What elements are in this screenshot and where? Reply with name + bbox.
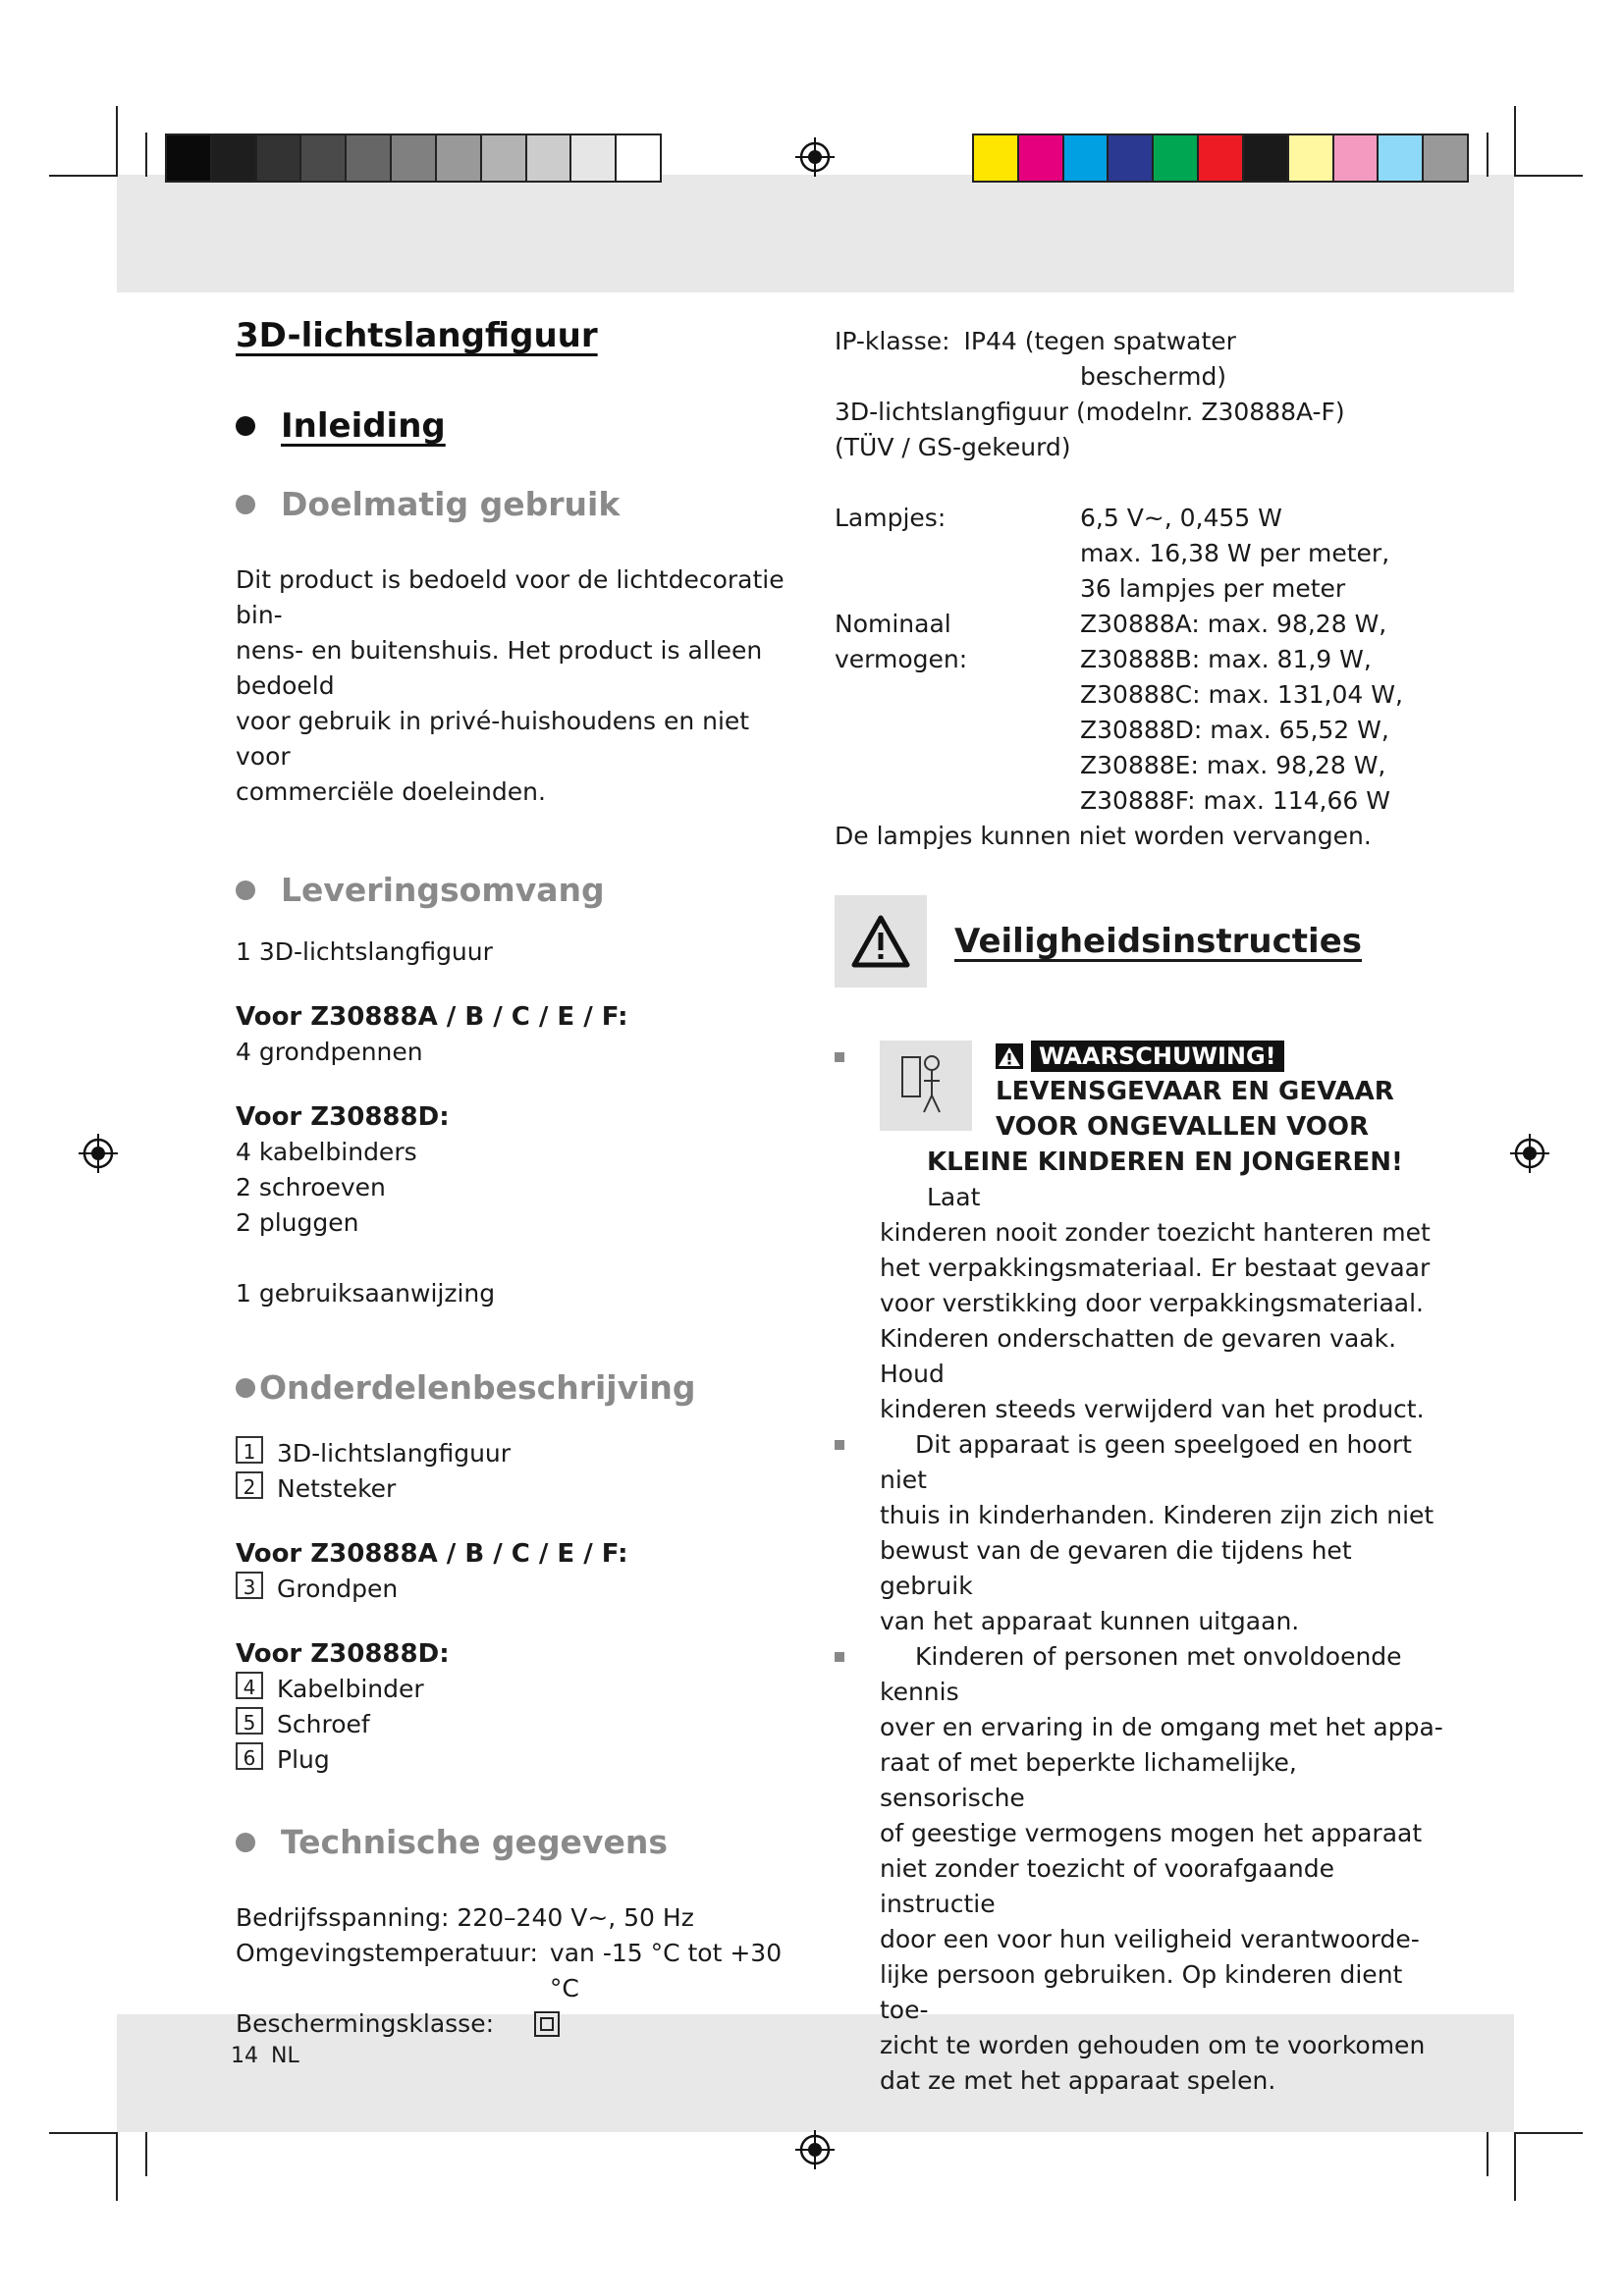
crop-mark (1487, 2132, 1489, 2176)
part-item: 3 Grondpen (236, 1572, 805, 1607)
handleiding: 1 gebruiksaanwijzing (236, 1279, 496, 1308)
warning-badge: WAARSCHUWING! (1031, 1041, 1284, 1072)
bullet-dot-icon (236, 1378, 255, 1398)
bullet-dot-icon (236, 495, 255, 514)
ip-row: IP-klasse: IP44 (tegen spatwater (835, 327, 1236, 355)
heading-technische: Technische gegevens (236, 1823, 805, 1861)
model-line: 3D-lichtslangfiguur (modelnr. Z30888A-F) (835, 398, 1345, 426)
crop-mark (1514, 175, 1583, 177)
heading-doelmatig: Doelmatig gebruik (236, 485, 805, 523)
color-swatch (571, 135, 617, 181)
lev-item: 1 3D-lichtslangfiguur (236, 937, 493, 966)
part-item: 5 Schroef (236, 1707, 805, 1742)
color-swatch (1379, 135, 1424, 181)
voor-a-heading: Voor Z30888A / B / C / E / F: (236, 1002, 628, 1032)
child-packaging-icon (880, 1041, 972, 1131)
color-swatch (167, 135, 212, 181)
bullet-dot-icon (236, 1833, 255, 1852)
heading-onderdelen: Onderdelenbeschrijving (236, 1368, 805, 1407)
heading-inleiding: Inleiding (236, 406, 805, 446)
registration-mark-icon (795, 137, 835, 177)
crop-mark (49, 2132, 118, 2134)
bullet-square-icon (835, 1440, 844, 1450)
color-swatch (1289, 135, 1334, 181)
color-swatch (1424, 135, 1467, 181)
warning-small-icon (996, 1043, 1023, 1069)
top-band (117, 175, 1514, 293)
color-swatch (347, 135, 392, 181)
crop-mark (49, 175, 118, 177)
color-swatch (1019, 135, 1064, 181)
heading-leveringsomvang: Leveringsomvang (236, 871, 805, 909)
voor-a-heading: Voor Z30888A / B / C / E / F: (236, 1539, 628, 1569)
ip-value-cont: beschermd) (1080, 362, 1227, 391)
veiligheid-heading: Veiligheidsinstructies (835, 895, 1443, 988)
warning-triangle-icon (835, 895, 927, 988)
bullet-dot-icon (236, 881, 255, 900)
vermogen-row: Nominaal vermogen: Z30888A: max. 98,28 W, Z30888B: max. 81,9 W, Z30888C: max. 131,04 W, Z30888D: max. 65,52 W, Z30888E: max. 98,28 W, Z30888F: max. 114,66 W (835, 610, 1403, 815)
crop-mark (1514, 2132, 1516, 2201)
spanning: Bedrijfsspanning: 220–240 V~, 50 Hz (236, 1903, 694, 1932)
doelmatig-text: Dit product is bedoeld voor de lichtdecoratie bin- nens- en buitenshuis. Het product is alleen bedoeld voor gebruik in privé-huishoudens en niet voor commerciële doeleinden. (236, 565, 785, 806)
left-column (236, 316, 805, 2042)
color-swatch (1109, 135, 1154, 181)
page-title: 3D-lichtslangfiguur (236, 316, 598, 355)
crop-mark (116, 2132, 118, 2201)
color-swatch (617, 135, 660, 181)
warning-block: WAARSCHUWING! LEVENSGEVAAR EN GEVAAR VOOR ONGEVALLEN VOOR KLEINE KINDEREN EN JONGEREN! Laat kinderen nooit zonder toezicht hanteren met het verpakkingsmateriaal. Er bestaat gevaar voor verstikking door verpakkingsmateriaal. Kinderen onderschatten de gevaren vaak. Houd kinderen steeds verwijderd van het product. (835, 1041, 1443, 1427)
tuv-line: (TÜV / GS-gekeurd) (835, 433, 1071, 461)
color-swatch (212, 135, 257, 181)
bullet-dot-icon (236, 416, 255, 436)
part-item: 6 Plug (236, 1742, 805, 1778)
color-swatch (1064, 135, 1110, 181)
crop-mark (1514, 2132, 1583, 2134)
registration-mark-icon (79, 1134, 118, 1173)
page-footer (231, 2044, 299, 2068)
protection-class-ii-icon (533, 2010, 561, 2038)
color-swatch (482, 135, 527, 181)
bullet-square-icon (835, 1052, 844, 1062)
warn-head-line3: KLEINE KINDEREN EN JONGEREN! Laat (927, 1148, 1403, 1211)
part-item: 4 Kabelbinder (236, 1672, 805, 1707)
gray-color-bar (165, 133, 662, 183)
color-swatch (1199, 135, 1244, 181)
color-swatch (1334, 135, 1380, 181)
bullet-toy: Dit apparaat is geen speelgoed en hoort niet thuis in kinderhanden. Kinderen zijn zich niet bewust van de gevaren die tijdens het gebruik van het apparaat kunnen uitgaan. (835, 1427, 1443, 1639)
crop-mark (116, 106, 118, 175)
color-swatch (527, 135, 572, 181)
d-item: 2 schroeven (236, 1173, 386, 1201)
voor-d-heading: Voor Z30888D: (236, 1639, 450, 1669)
klasse-row: Beschermingsklasse: (236, 2006, 805, 2042)
crop-mark (1487, 133, 1489, 177)
lampjes-row: Lampjes: 6,5 V~, 0,455 W max. 16,38 W per meter, 36 lampjes per meter (835, 504, 1390, 603)
temp-row: Omgevingstemperatuur: van -15 °C tot +30 °C (236, 1939, 783, 2002)
part-item: 1 3D-lichtslangfiguur (236, 1436, 805, 1471)
color-swatch (437, 135, 482, 181)
color-swatch (301, 135, 347, 181)
color-swatch (1154, 135, 1199, 181)
d-item: 2 pluggen (236, 1208, 359, 1237)
crop-mark (145, 133, 147, 177)
voor-d-heading: Voor Z30888D: (236, 1102, 450, 1132)
color-swatch (1244, 135, 1289, 181)
grondpennen: 4 grondpennen (236, 1038, 423, 1066)
vervangen-note: De lampjes kunnen niet worden vervangen. (835, 822, 1372, 850)
bullet-square-icon (835, 1652, 844, 1662)
crop-mark (145, 2132, 147, 2176)
page-number: 14 (231, 2044, 258, 2068)
part-item: 2 Netsteker (236, 1471, 805, 1507)
color-swatch (257, 135, 302, 181)
crop-mark (1514, 106, 1516, 175)
d-item: 4 kabelbinders (236, 1138, 417, 1166)
right-column (835, 324, 1443, 2099)
bullet-persons: Kinderen of personen met onvoldoende kennis over en ervaring in de omgang met het appa- raat of met beperkte lichamelijke, sensorische of geestige vermogens mogen het apparaat niet zonder toezicht of voorafgaande instructie door een voor hun veiligheid verantwoorde- lijke persoon gebruiken. Op kinderen dient toe- zicht te worden gehouden om te voorkomen dat ze met het apparaat spelen. (835, 1639, 1443, 2099)
color-swatch (392, 135, 437, 181)
registration-mark-icon (795, 2130, 835, 2169)
registration-mark-icon (1510, 1134, 1549, 1173)
color-swatch (974, 135, 1019, 181)
process-color-bar (972, 133, 1469, 183)
language-code: NL (271, 2044, 299, 2068)
